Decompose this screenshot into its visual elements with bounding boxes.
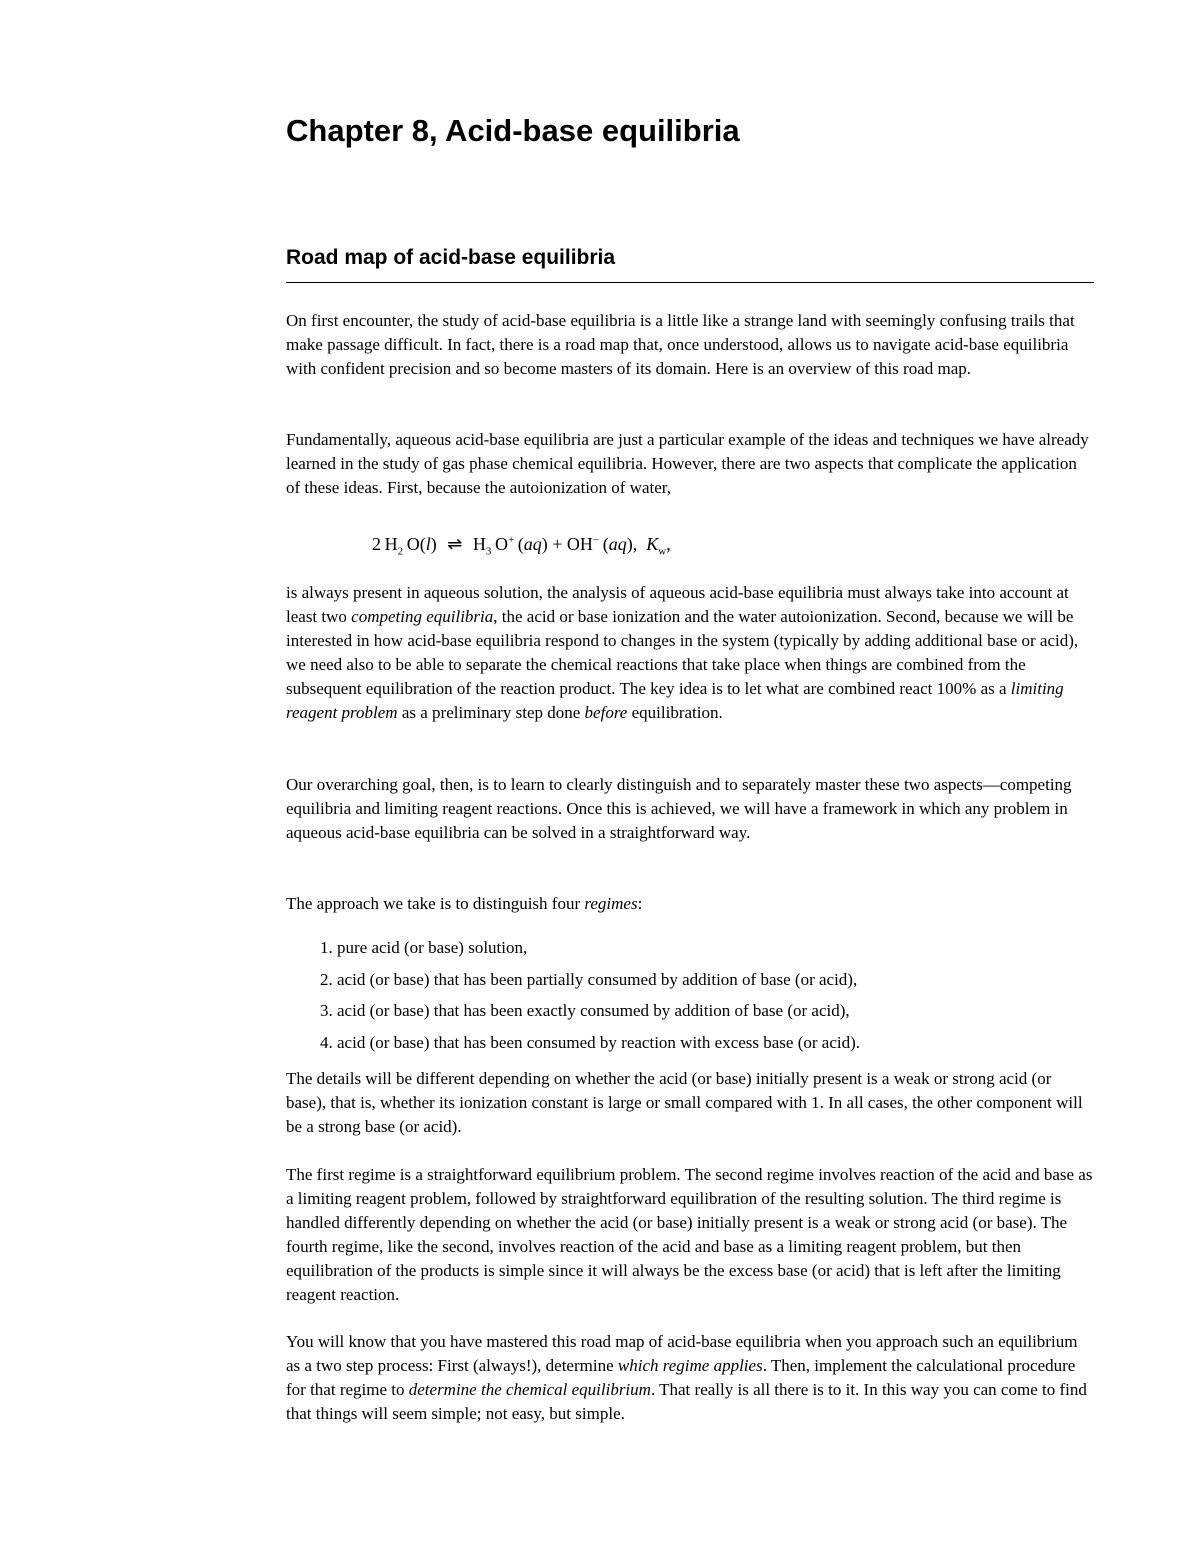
eq-h3: H <box>472 534 486 554</box>
eq-close: ) <box>430 534 437 554</box>
eq-aqueous-2: aq <box>608 534 627 554</box>
eq-h3-subscript: 3 <box>485 545 492 558</box>
water-autoionization-equation: 2 $H_2$ O(l) ⇌ $H_3$ O+ (aq) + OH− (aq), $K_w$, <box>372 534 671 558</box>
section-divider <box>286 282 1094 283</box>
eq-liquid: l <box>425 534 431 554</box>
paragraph-competing-equilibria <box>286 581 1094 725</box>
eq-aqueous-1: aq <box>523 534 542 554</box>
p3-text-e: as a preliminary step done <box>397 703 585 722</box>
list-item: 3. acid (or base) that has been exactly consumed by addition of base (or acid), <box>320 1001 850 1020</box>
list-item: 1. pure acid (or base) solution, <box>320 938 528 957</box>
p3-text-g: equilibration. <box>627 703 723 722</box>
p3-emphasis-competing-equilibria: competing equilibria <box>351 607 494 626</box>
paragraph-regime-handling: The first regime is a straightforward equilibrium problem. The second regime involves reaction of the acid and base as a limiting reagent problem, followed by straightforward equilibration of the resulting solution. The third regime is handled differently depending on whether the acid (or base) initially present is a weak or strong acid (or base). The fourth regime, like the second, involves reaction of the acid and base as a limiting reagent problem, but then equilibration of the products is simple since it will always be the excess base (or acid) that is left after the limiting reagent reaction. <box>286 1165 1093 1304</box>
eq-k-subscript: w <box>658 545 667 558</box>
eq-o2: O <box>494 534 508 554</box>
paragraph-mastery <box>286 1330 1094 1426</box>
paragraph-goal: Our overarching goal, then, is to learn to clearly distinguish and to separately master these two aspects—competing equilibria and limiting reagent reactions. Once this is achieved, we will have a framework in which any problem in aqueous acid-base equilibria can be solved in a straightforward way. <box>286 775 1072 842</box>
p3-text-a: is always present in aqueous solution, the analysis of aqueous acid-base equilibria must always take into account at least two <box>286 583 1069 626</box>
section-title: Road map of acid-base equilibria <box>286 246 616 269</box>
p3-text-c: , the acid or base ionization and the water autoionization. Second, because we will be interested in how acid-base equilibria respond to changes in the system (typically by adding additional base or acid), we need also to be able to separate the chemical reactions that take place when things are combined from the subsequent equilibration of the reaction product. The key idea is to let what are combined react 100% as a <box>286 607 1079 698</box>
p8-text-a: You will know that you have mastered this road map of acid-base equilibria when you approach such an equilibrium as a two step process: First (always!), determine <box>286 1332 1078 1375</box>
p8-text-e: . That really is all there is to it. In this way you can come to find that things will seem simple; not easy, but simple. <box>286 1380 1087 1423</box>
eq-oh: OH <box>566 534 593 554</box>
p3-emphasis-before: before <box>584 703 628 722</box>
p5-text-a: The approach we take is to distinguish four <box>286 894 585 913</box>
p8-text-c: . Then, implement the calculational procedure for that regime to <box>286 1356 1076 1399</box>
eq-equilibrium-arrow: ⇌ <box>447 534 463 554</box>
eq-minus-charge: − <box>592 534 600 546</box>
eq-plus: + <box>552 534 563 554</box>
eq-coefficient: 2 <box>372 534 381 554</box>
paragraph-details: The details will be different depending on whether the acid (or base) initially present is a weak or strong acid (or base), that is, whether its ionization constant is large or small compared with 1. In all cases, the other component will be a strong base (or acid). <box>286 1069 1083 1136</box>
p5-text-c: : <box>637 894 643 913</box>
p3-emphasis-limiting-reagent: limiting reagent problem <box>286 679 1064 722</box>
paragraph-intro: On first encounter, the study of acid-base equilibria is a little like a strange land with seemingly confusing trails that make passage difficult. In fact, there is a road map that, once understood, allows us to navigate acid-base equilibria with confident precision and so become masters of its domain. Here is an overview of this road map. <box>286 311 1075 378</box>
eq-h-subscript: 2 <box>397 545 404 558</box>
eq-h: H <box>384 534 398 554</box>
list-item: 2. acid (or base) that has been partially consumed by addition of base (or acid), <box>320 970 858 989</box>
eq-plus-charge: + <box>507 534 515 546</box>
list-item: 4. acid (or base) that has been consumed by reaction with excess base (or acid). <box>320 1033 861 1052</box>
p8-emphasis-determine-equilibrium: determine the chemical equilibrium <box>408 1380 651 1399</box>
paragraph-fundamentals: Fundamentally, aqueous acid-base equilibria are just a particular example of the ideas and techniques we have already learned in the study of gas phase chemical equilibria. However, there are two aspects that complicate the application of these ideas. First, because the autoionization of water, <box>286 430 1089 497</box>
p5-emphasis-regimes: regimes <box>584 894 638 913</box>
paragraph-approach <box>286 892 1094 916</box>
chapter-title: Chapter 8, Acid-base equilibria <box>286 113 740 148</box>
p8-emphasis-which-regime: which regime applies <box>617 1356 763 1375</box>
eq-o: O( <box>406 534 426 554</box>
eq-k: K <box>646 534 659 554</box>
